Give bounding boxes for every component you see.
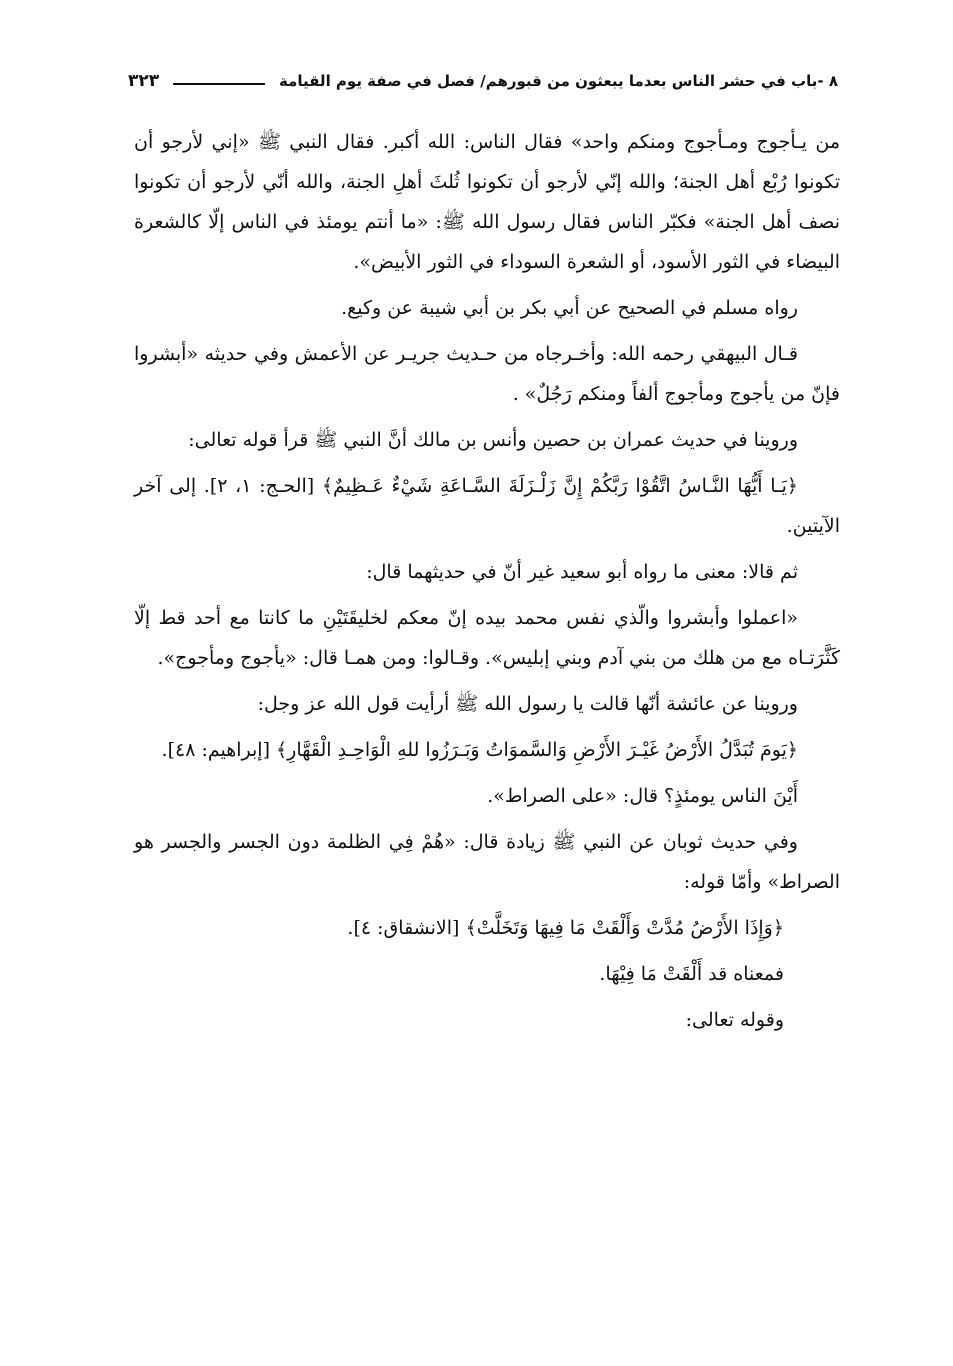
quran-verse-hajj: ﴿يَـا أَيُّهَا النَّـاسُ اتَّقُوْا رَبَّكُمْ إِنَّ زَلْـزَلَةَ السَّـاعَةِ شَيْءٌ عَـظِيمٌ﴾ [الحـج: ١، ٢]. إلى آخر الآيتين. (134, 475, 840, 537)
paragraph-hadith-work-and-rejoice: «اعملوا وأبشروا والّذي نفس محمد بيده إنّ معكم لخليقَتَيْنِ ما كانتا مع أحد قط إلّا كَثَّرَتـاه مع من هلك من بني آدم وبني إبليس». وقـالوا: ومن همـا قال: «يأجوج ومأجوج». (134, 607, 840, 669)
quran-verse-inshiqaq: ﴿وَإِذَا الأَرْضُ مُدَّتْ وَأَلْقَتْ مَا فِيهَا وَتَخَلَّتْ﴾ [الانشقاق: ٤]. (347, 917, 784, 939)
running-header (128, 66, 838, 96)
paragraph-imran-anas: وروينا في حديث عمران بن حصين وأنس بن مالك أنَّ النبي ﷺ قرأ قوله تعالى: (188, 429, 798, 451)
chapter-title: ٨ -باب في حشر الناس بعدما يبعثون من قبورهم/ فصل في صفة يوم القيامة (279, 72, 838, 90)
paragraph-bayhaqi: قـال البيهقي رحمه الله: وأخـرجاه من حـديث جريـر عن الأعمش وفي حديثه «أبشروا فإنّ من يأجوج ومأجوج ألفاً ومنكم رَجُلٌ» . (134, 343, 840, 405)
paragraph-hadith-continuation: من يـأجوج ومـأجوج ومنكم واحد» فقال الناس: الله أكبر. فقال النبي ﷺ «إني لأرجو أن تكونوا رُبْع أهل الجنة؛ والله إنّي لأرجو أن تكونوا ثُلثَ أهلِ الجنة، والله أنّي لأرجو أن تكونوا نصف أهل الجنة» فكبّر الناس فقال رسول الله ﷺ: «ما أنتم يومئذ في الناس إلّا كالشعرة البيضاء في الثور الأسود، أو الشعرة السوداء في الثور الأبيض». (134, 131, 840, 273)
quran-verse-ibrahim: ﴿يَومَ تُبَدَّلُ الأَرْضُ غَيْـرَ الأَرْضِ وَالسَّموَاتُ وَبَـرَزُوا للهِ الْوَاحِـدِ الْقَهَّارِ﴾ [إبراهيم: ٤٨]. (161, 739, 798, 761)
paragraph-then-they-said: ثم قالا: معنى ما رواه أبو سعيد غير أنّ في حديثهما قال: (366, 561, 798, 583)
paragraph-narration-muslim: رواه مسلم في الصحيح عن أبي بكر بن أبي شيبة عن وكيع. (341, 297, 798, 319)
paragraph-meaning: فمعناه قد أَلْقَتْ مَا فِيْهَا. (599, 963, 784, 985)
header-rule (173, 83, 265, 85)
paragraph-where-are-people: أَيْنَ الناس يومئذٍ؟ قال: «على الصراط». (487, 785, 798, 807)
page-number: ٣٢٣ (128, 71, 160, 91)
page-body (134, 122, 840, 1046)
paragraph-and-his-saying: وقوله تعالى: (685, 1009, 784, 1031)
paragraph-aisha: وروينا عن عائشة أنّها قالت يا رسول الله ﷺ أرأيت قول الله عز وجل: (257, 693, 798, 715)
paragraph-thawban: وفي حديث ثوبان عن النبي ﷺ زيادة قال: «هُمْ فِي الظلمة دون الجسر والجسر هو الصراط» وأمّا قوله: (134, 831, 840, 893)
